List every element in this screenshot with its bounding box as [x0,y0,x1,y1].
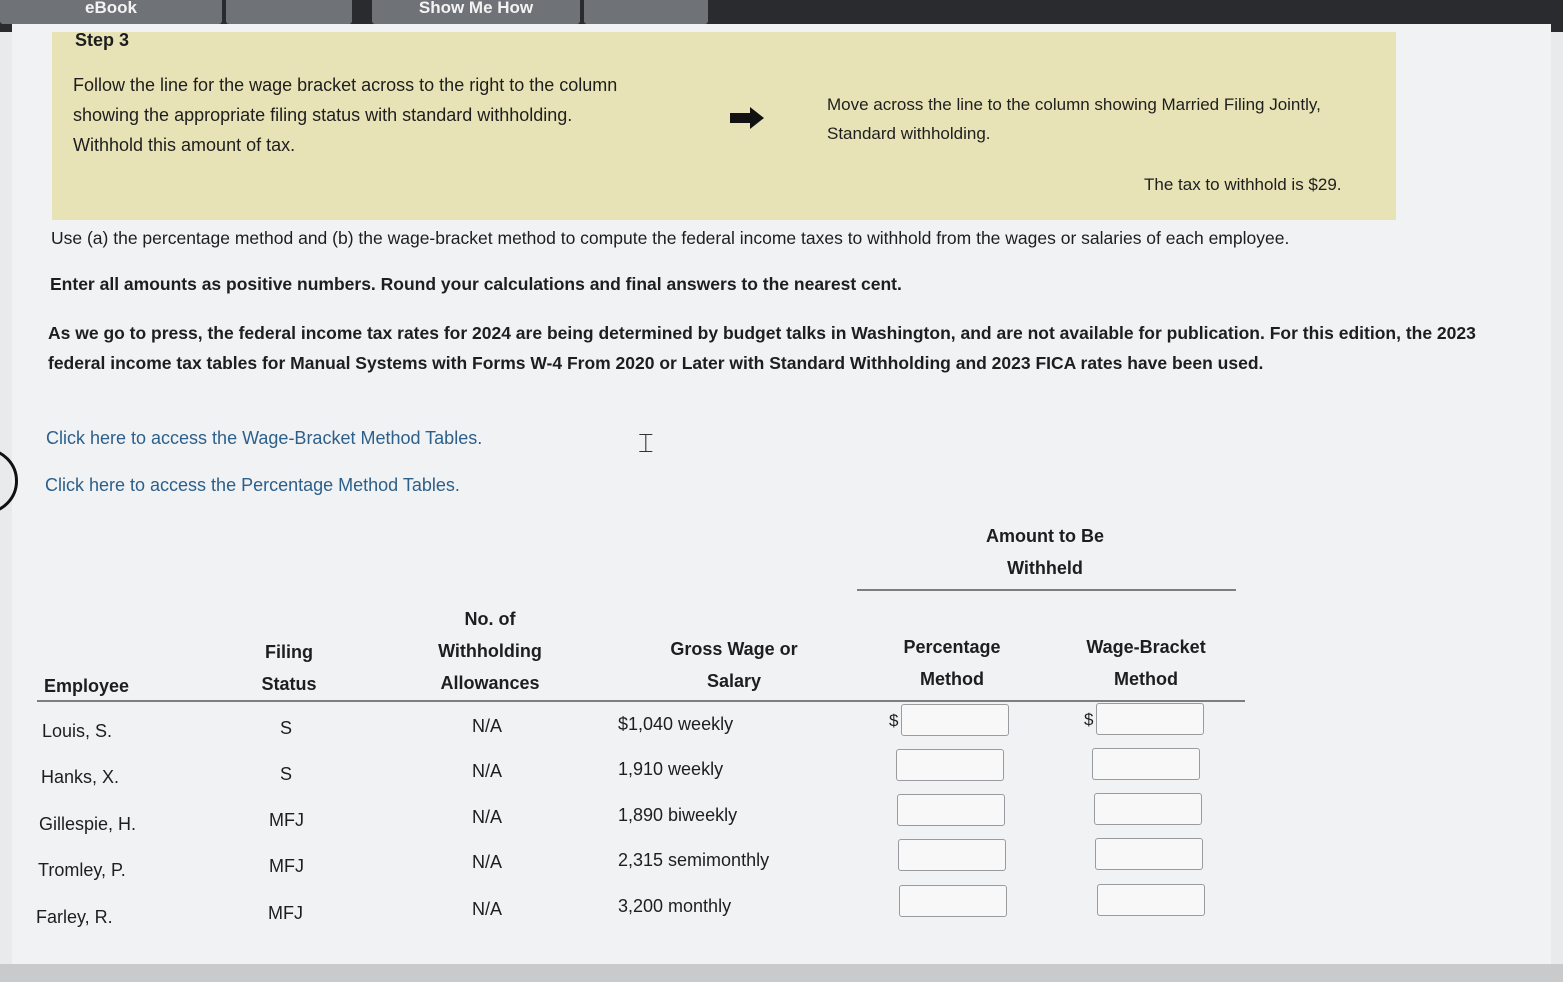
percentage-input-tromley[interactable] [898,839,1006,871]
table-row-employee: Farley, R. [36,907,113,927]
percentage-input-louis[interactable] [901,704,1009,736]
wage-bracket-input-farley[interactable] [1097,884,1205,916]
table-row-allowances: N/A [472,761,503,781]
table-row-gross: 3,200 monthly [618,896,732,916]
table-row-gross: 2,315 semimonthly [618,850,770,870]
step-explanation: Move across the line to the column showing Married Filing Jointly, Standard withholding. [827,95,1321,143]
step-instruction: Follow the line for the wage bracket across to the right to the column showing the appropriate filing status with standard withholding. Withhold this amount of tax. [73,75,618,155]
table-row-status: S [280,718,293,738]
press-note: As we go to press, the federal income tax rates for 2024 are being determined by budget talks in Washington, and are not available for publication. For this edition, the 2023 federal income tax tables for Manual Systems with Forms W-4 From 2020 or Later with Standard Withholding and 2023 FICA rates have been used. [48,323,1476,373]
step-title: Step 3 [75,30,130,50]
percentage-tables-link[interactable]: Click here to access the Percentage Method Tables. [45,475,460,495]
table-row-allowances: N/A [472,807,503,827]
tab-blank-2[interactable] [584,0,708,24]
allowances-header: No. of Withholding Allowances [438,609,542,693]
wage-bracket-input-louis[interactable] [1096,703,1204,735]
employee-header: Employee [44,676,130,696]
table-header-rule [37,700,1245,702]
right-arrow-icon [728,106,766,135]
filing-status-header: Filing Status [261,642,317,694]
tab-ebook[interactable]: eBook [0,0,222,24]
percentage-input-farley[interactable] [899,885,1007,917]
table-row-gross: 1,910 weekly [618,759,724,779]
tab-blank-1[interactable] [226,0,352,24]
table-row-employee: Gillespie, H. [39,814,137,834]
page-bottom-edge [0,964,1563,982]
group-header-rule [857,589,1236,591]
table-row-allowances: N/A [472,716,503,736]
percentage-method-header: Percentage Method [903,637,1001,689]
text-cursor-icon: ⌶ [638,428,654,458]
tab-show-me-how[interactable]: Show Me How [372,0,580,24]
wage-bracket-tables-link[interactable]: Click here to access the Wage-Bracket Method Tables. [46,428,483,448]
wage-bracket-input-gillespie[interactable] [1094,793,1202,825]
rounding-instruction: Enter all amounts as positive numbers. Round your calculations and final answers to the nearest cent. [50,274,902,294]
table-row-status: MFJ [269,810,304,830]
table-row-employee: Tromley, P. [38,860,126,880]
table-row-status: MFJ [269,856,304,876]
table-row-employee: Louis, S. [42,721,113,741]
table-row-status: MFJ [268,903,303,923]
table-row-employee: Hanks, X. [41,767,120,787]
dollar-sign: $ [1084,710,1094,729]
table-row-allowances: N/A [472,852,503,872]
table-row-gross: 1,890 biweekly [618,805,738,825]
percentage-input-gillespie[interactable] [897,794,1005,826]
wage-bracket-input-tromley[interactable] [1095,838,1203,870]
percentage-input-hanks[interactable] [896,749,1004,781]
dollar-sign: $ [889,711,899,730]
table-row-status: S [280,764,293,784]
step-result: The tax to withhold is $29. [1144,175,1342,194]
table-row-allowances: N/A [472,899,503,919]
table-row-gross: $1,040 weekly [618,714,734,734]
instruction-text: Use (a) the percentage method and (b) the wage-bracket method to compute the federal income taxes to withhold from the wages or salaries of each employee. [51,228,1290,248]
wage-bracket-input-hanks[interactable] [1092,748,1200,780]
wage-bracket-method-header: Wage-Bracket Method [1086,637,1206,689]
amount-withheld-header: Amount to Be Withheld [986,526,1104,578]
gross-wage-header: Gross Wage or Salary [670,639,798,691]
